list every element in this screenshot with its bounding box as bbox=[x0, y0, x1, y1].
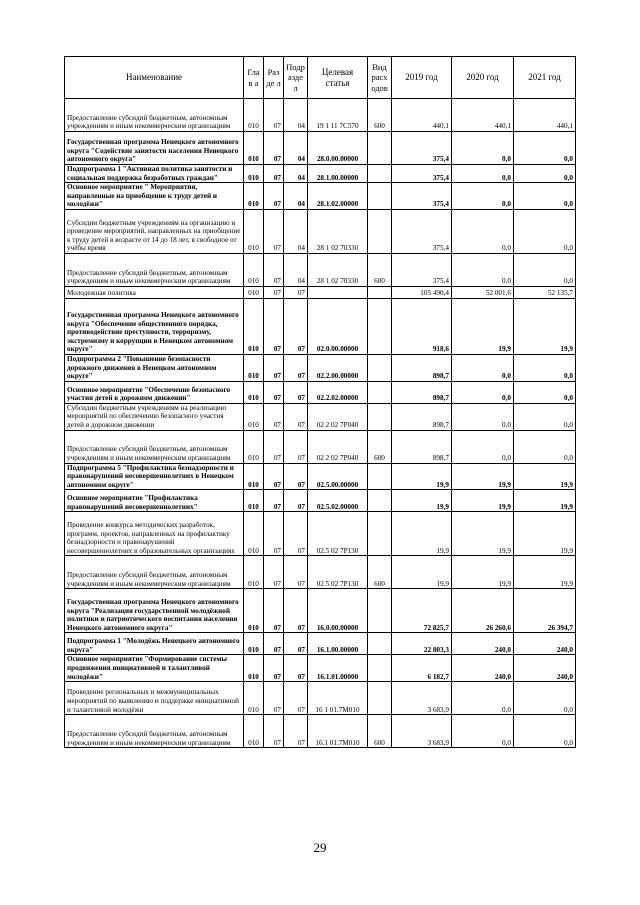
row-glava: 010 bbox=[244, 715, 264, 748]
row-target bbox=[308, 286, 368, 298]
row-name: Подпрограмма 5 "Профилактика безнадзорности и правонарушений несовершеннолетних в Ненецком автономном округе" bbox=[65, 463, 244, 490]
row-target: 19 1 11 7С570 bbox=[308, 99, 368, 132]
row-2019: 3 683,9 bbox=[392, 715, 452, 748]
row-name: Государственная программа Ненецкого автономного округа "Реализация государственной молодёжной политики и патриотического воспитания населения Ненецкого автономного округа" bbox=[65, 589, 244, 633]
row-target: 28.0.00.00000 bbox=[308, 132, 368, 165]
row-razdel: 07 bbox=[264, 183, 284, 210]
row-expense-type bbox=[368, 209, 392, 253]
row-2019: 19,9 bbox=[392, 490, 452, 512]
header-2020: 2020 год bbox=[452, 57, 514, 99]
table-row bbox=[65, 490, 576, 512]
row-2020: 0,0 bbox=[452, 209, 514, 253]
row-2021: 26 394,7 bbox=[514, 589, 576, 633]
row-podrazdel: 07 bbox=[284, 381, 308, 403]
row-podrazdel: 07 bbox=[284, 633, 308, 655]
row-razdel: 07 bbox=[264, 403, 284, 430]
row-name: Молодежная политика bbox=[65, 286, 244, 298]
row-razdel: 07 bbox=[264, 682, 284, 715]
row-2020: 19,9 bbox=[452, 512, 514, 556]
row-2019: 375,4 bbox=[392, 253, 452, 286]
row-expense-type bbox=[368, 403, 392, 430]
table-row bbox=[65, 463, 576, 490]
row-name: Основное мероприятие " Мероприятия, направленные на приобщение к труду детей и молодёжи" bbox=[65, 183, 244, 210]
row-target: 16.1 01.7М010 bbox=[308, 715, 368, 748]
row-expense-type bbox=[368, 589, 392, 633]
row-target: 02.5.00.00000 bbox=[308, 463, 368, 490]
row-target: 16 1 01.7М010 bbox=[308, 682, 368, 715]
row-2021: 0,0 bbox=[514, 165, 576, 183]
header-name: Наименование bbox=[65, 57, 244, 99]
table-row bbox=[65, 99, 576, 132]
header-razdel: Разде л bbox=[264, 57, 284, 99]
row-2020: 19,9 bbox=[452, 490, 514, 512]
row-name: Предоставление субсидий бюджетным, автономным учреждениям и иным некоммерческим организациям bbox=[65, 99, 244, 132]
row-expense-type bbox=[368, 490, 392, 512]
row-2019: 375,4 bbox=[392, 183, 452, 210]
row-razdel: 07 bbox=[264, 132, 284, 165]
row-expense-type bbox=[368, 655, 392, 682]
row-target: 02 2 02 7P040 bbox=[308, 403, 368, 430]
row-target: 02.5.02.00000 bbox=[308, 490, 368, 512]
row-2021: 0,0 bbox=[514, 354, 576, 381]
row-name: Предоставление субсидий бюджетным, автономным учреждениям и иным некоммерческим организациям bbox=[65, 715, 244, 748]
row-target: 16.1.00.00000 bbox=[308, 633, 368, 655]
header-2019: 2019 год bbox=[392, 57, 452, 99]
table-row bbox=[65, 354, 576, 381]
row-podrazdel: 04 bbox=[284, 253, 308, 286]
row-2020: 0,0 bbox=[452, 403, 514, 430]
row-2020: 26 260,6 bbox=[452, 589, 514, 633]
table-row bbox=[65, 253, 576, 286]
row-glava: 010 bbox=[244, 682, 264, 715]
row-razdel: 07 bbox=[264, 209, 284, 253]
row-expense-type: 600 bbox=[368, 430, 392, 463]
row-razdel: 07 bbox=[264, 512, 284, 556]
row-razdel: 07 bbox=[264, 556, 284, 589]
row-2021: 0,0 bbox=[514, 715, 576, 748]
table-row bbox=[65, 512, 576, 556]
row-podrazdel: 07 bbox=[284, 682, 308, 715]
row-podrazdel: 04 bbox=[284, 209, 308, 253]
row-razdel: 07 bbox=[264, 298, 284, 354]
row-name: Подпрограмма 1 "Активная политика занятости и социальная поддержка безработных граждан" bbox=[65, 165, 244, 183]
row-2020: 240,0 bbox=[452, 655, 514, 682]
row-podrazdel: 04 bbox=[284, 99, 308, 132]
row-2020: 440,1 bbox=[452, 99, 514, 132]
row-2021: 19,9 bbox=[514, 463, 576, 490]
row-name: Основное мероприятие "Формирование системы продвижения инициативной и талантливой молодёжи" bbox=[65, 655, 244, 682]
row-name: Субсидии бюджетным учреждениям на реализацию мероприятий по обеспечению безопасного участия детей в дорожном движении bbox=[65, 403, 244, 430]
row-2020: 0,0 bbox=[452, 381, 514, 403]
row-2021: 0,0 bbox=[514, 183, 576, 210]
row-2019: 3 683,9 bbox=[392, 682, 452, 715]
row-2021: 19,9 bbox=[514, 512, 576, 556]
row-podrazdel: 07 bbox=[284, 655, 308, 682]
row-razdel: 07 bbox=[264, 715, 284, 748]
row-glava: 010 bbox=[244, 165, 264, 183]
row-2020: 0,0 bbox=[452, 165, 514, 183]
row-expense-type: 600 bbox=[368, 99, 392, 132]
row-name: Государственная программа Ненецкого автономного округа "Обеспечение общественного порядка, противодействие преступности, терроризму, экстремизму и коррупции в Ненецком автономном округе" bbox=[65, 298, 244, 354]
row-2021: 19,9 bbox=[514, 490, 576, 512]
table-row bbox=[65, 715, 576, 748]
table-row bbox=[65, 183, 576, 210]
row-2019: 19,9 bbox=[392, 463, 452, 490]
row-expense-type bbox=[368, 354, 392, 381]
row-2019: 375,4 bbox=[392, 132, 452, 165]
row-2019: 375,4 bbox=[392, 209, 452, 253]
row-glava: 010 bbox=[244, 286, 264, 298]
row-2019: 898,7 bbox=[392, 381, 452, 403]
header-2021: 2021 год bbox=[514, 57, 576, 99]
row-glava: 010 bbox=[244, 589, 264, 633]
row-glava: 010 bbox=[244, 253, 264, 286]
row-2020: 0,0 bbox=[452, 253, 514, 286]
table-row bbox=[65, 682, 576, 715]
row-2021: 0,0 bbox=[514, 253, 576, 286]
table-row bbox=[65, 655, 576, 682]
row-razdel: 07 bbox=[264, 463, 284, 490]
row-2020: 52 001,6 bbox=[452, 286, 514, 298]
table-row bbox=[65, 556, 576, 589]
row-2019: 440,1 bbox=[392, 99, 452, 132]
table-row bbox=[65, 589, 576, 633]
table-row bbox=[65, 209, 576, 253]
row-2020: 0,0 bbox=[452, 682, 514, 715]
row-target: 28 1 02 70330 bbox=[308, 209, 368, 253]
table-row bbox=[65, 165, 576, 183]
row-glava: 010 bbox=[244, 381, 264, 403]
row-2020: 19,9 bbox=[452, 463, 514, 490]
row-glava: 010 bbox=[244, 298, 264, 354]
row-razdel: 07 bbox=[264, 430, 284, 463]
row-expense-type bbox=[368, 165, 392, 183]
row-2021: 0,0 bbox=[514, 209, 576, 253]
table-row bbox=[65, 381, 576, 403]
row-podrazdel: 07 bbox=[284, 490, 308, 512]
row-2019: 22 803,3 bbox=[392, 633, 452, 655]
row-2019: 898,7 bbox=[392, 403, 452, 430]
row-target: 02 2 02 7P040 bbox=[308, 430, 368, 463]
row-name: Предоставление субсидий бюджетным, автономным учреждениям и иным некоммерческим организациям bbox=[65, 430, 244, 463]
row-2021: 0,0 bbox=[514, 132, 576, 165]
header-podrazdel: Подр аздел bbox=[284, 57, 308, 99]
row-2019: 19,9 bbox=[392, 556, 452, 589]
row-2021: 0,0 bbox=[514, 430, 576, 463]
row-2020: 19,9 bbox=[452, 298, 514, 354]
table-body bbox=[65, 99, 576, 748]
row-glava: 010 bbox=[244, 655, 264, 682]
table-row bbox=[65, 403, 576, 430]
row-expense-type bbox=[368, 183, 392, 210]
row-razdel: 07 bbox=[264, 253, 284, 286]
row-glava: 010 bbox=[244, 633, 264, 655]
row-target: 02.2.00.00000 bbox=[308, 354, 368, 381]
row-target: 28.1.00.00000 bbox=[308, 165, 368, 183]
row-glava: 010 bbox=[244, 556, 264, 589]
row-podrazdel: 07 bbox=[284, 403, 308, 430]
row-2019: 898,7 bbox=[392, 354, 452, 381]
row-2021: 440,1 bbox=[514, 99, 576, 132]
row-podrazdel: 07 bbox=[284, 298, 308, 354]
row-2019: 19,9 bbox=[392, 512, 452, 556]
row-name: Государственная программа Ненецкого автономного округа "Содействие занятости населения Ненецкого автономного округа" bbox=[65, 132, 244, 165]
row-target: 16.0.00.00000 bbox=[308, 589, 368, 633]
row-target: 28.1.02.00000 bbox=[308, 183, 368, 210]
row-2019: 72 825,7 bbox=[392, 589, 452, 633]
row-razdel: 07 bbox=[264, 589, 284, 633]
table-row bbox=[65, 430, 576, 463]
header-row bbox=[65, 57, 576, 99]
table-row bbox=[65, 633, 576, 655]
row-podrazdel: 04 bbox=[284, 132, 308, 165]
row-glava: 010 bbox=[244, 490, 264, 512]
row-2019: 105 490,4 bbox=[392, 286, 452, 298]
row-podrazdel: 04 bbox=[284, 165, 308, 183]
row-2021: 0,0 bbox=[514, 381, 576, 403]
row-2019: 918,6 bbox=[392, 298, 452, 354]
row-expense-type bbox=[368, 286, 392, 298]
row-glava: 010 bbox=[244, 99, 264, 132]
row-target: 02.0.00.00000 bbox=[308, 298, 368, 354]
row-glava: 010 bbox=[244, 354, 264, 381]
row-razdel: 07 bbox=[264, 633, 284, 655]
row-2021: 240,0 bbox=[514, 655, 576, 682]
row-expense-type: 600 bbox=[368, 715, 392, 748]
row-expense-type bbox=[368, 512, 392, 556]
budget-table bbox=[64, 56, 576, 748]
row-glava: 010 bbox=[244, 132, 264, 165]
row-name: Основное мероприятие "Профилактика правонарушений несовершеннолетних" bbox=[65, 490, 244, 512]
row-2021: 52 135,7 bbox=[514, 286, 576, 298]
row-glava: 010 bbox=[244, 463, 264, 490]
row-2020: 0,0 bbox=[452, 430, 514, 463]
table-row bbox=[65, 286, 576, 298]
row-2020: 0,0 bbox=[452, 132, 514, 165]
row-2020: 0,0 bbox=[452, 715, 514, 748]
row-expense-type bbox=[368, 682, 392, 715]
row-name: Предоставление субсидий бюджетным, автономным учреждениям и иным некоммерческим организациям bbox=[65, 253, 244, 286]
header-glava: Глав а bbox=[244, 57, 264, 99]
row-2019: 375,4 bbox=[392, 165, 452, 183]
row-razdel: 07 bbox=[264, 286, 284, 298]
row-podrazdel: 07 bbox=[284, 556, 308, 589]
row-podrazdel: 07 bbox=[284, 430, 308, 463]
row-2021: 19,9 bbox=[514, 298, 576, 354]
row-expense-type: 600 bbox=[368, 253, 392, 286]
row-expense-type bbox=[368, 132, 392, 165]
row-name: Проведение региональных и межмуниципальных мероприятий по выявлению и поддержке инициативной и талантливой молодёжи bbox=[65, 682, 244, 715]
row-podrazdel: 07 bbox=[284, 715, 308, 748]
row-glava: 010 bbox=[244, 183, 264, 210]
row-name: Подпрограмма 2 "Повышение безопасности дорожного движения в Ненецком автономном округе" bbox=[65, 354, 244, 381]
row-podrazdel: 04 bbox=[284, 183, 308, 210]
table-row bbox=[65, 298, 576, 354]
header-target: Целевая статья bbox=[308, 57, 368, 99]
row-target: 28 1 02 70330 bbox=[308, 253, 368, 286]
page-number: 29 bbox=[313, 840, 327, 855]
row-razdel: 07 bbox=[264, 490, 284, 512]
row-expense-type: 600 bbox=[368, 556, 392, 589]
row-target: 16.1.01.00000 bbox=[308, 655, 368, 682]
row-podrazdel: 07 bbox=[284, 286, 308, 298]
row-target: 02.5 02 7P130 bbox=[308, 512, 368, 556]
row-2021: 0,0 bbox=[514, 403, 576, 430]
row-2021: 19,9 bbox=[514, 556, 576, 589]
row-2021: 240,0 bbox=[514, 633, 576, 655]
row-name: Субсидии бюджетным учреждениям на организацию и проведение мероприятий, направленных на приобщение к труду детей в возрасте от 14 до 18 лет, в свободное от учёбы время bbox=[65, 209, 244, 253]
row-podrazdel: 07 bbox=[284, 589, 308, 633]
row-target: 02 5 02 7P130 bbox=[308, 556, 368, 589]
row-name: Подпрограмма 1 "Молодёжь Ненецкого автономного округа" bbox=[65, 633, 244, 655]
row-podrazdel: 07 bbox=[284, 463, 308, 490]
row-2020: 240,0 bbox=[452, 633, 514, 655]
row-2021: 0,0 bbox=[514, 682, 576, 715]
row-name: Проведение конкурса методических разработок, программ, проектов, направленных на профилактику безнадзорности и правонарушений несовершеннолетних в образовательных организациях bbox=[65, 512, 244, 556]
header-expense-type: Вид расх одов bbox=[368, 57, 392, 99]
row-glava: 010 bbox=[244, 430, 264, 463]
row-name: Предоставление субсидий бюджетным, автономным учреждениям и иным некоммерческим организациям bbox=[65, 556, 244, 589]
row-name: Основное мероприятие "Обеспечение безопасного участия детей в дорожном движении" bbox=[65, 381, 244, 403]
row-2019: 898,7 bbox=[392, 430, 452, 463]
row-expense-type bbox=[368, 463, 392, 490]
row-podrazdel: 07 bbox=[284, 354, 308, 381]
row-2020: 19,9 bbox=[452, 556, 514, 589]
row-razdel: 07 bbox=[264, 165, 284, 183]
row-glava: 010 bbox=[244, 512, 264, 556]
row-glava: 010 bbox=[244, 209, 264, 253]
row-razdel: 07 bbox=[264, 354, 284, 381]
row-target: 02.2.02.00000 bbox=[308, 381, 368, 403]
row-podrazdel: 07 bbox=[284, 512, 308, 556]
row-2020: 0,0 bbox=[452, 183, 514, 210]
row-razdel: 07 bbox=[264, 381, 284, 403]
table-row bbox=[65, 132, 576, 165]
row-razdel: 07 bbox=[264, 655, 284, 682]
row-2019: 6 182,7 bbox=[392, 655, 452, 682]
row-expense-type bbox=[368, 381, 392, 403]
row-expense-type bbox=[368, 633, 392, 655]
row-expense-type bbox=[368, 298, 392, 354]
row-glava: 010 bbox=[244, 403, 264, 430]
row-2020: 0,0 bbox=[452, 354, 514, 381]
row-razdel: 07 bbox=[264, 99, 284, 132]
